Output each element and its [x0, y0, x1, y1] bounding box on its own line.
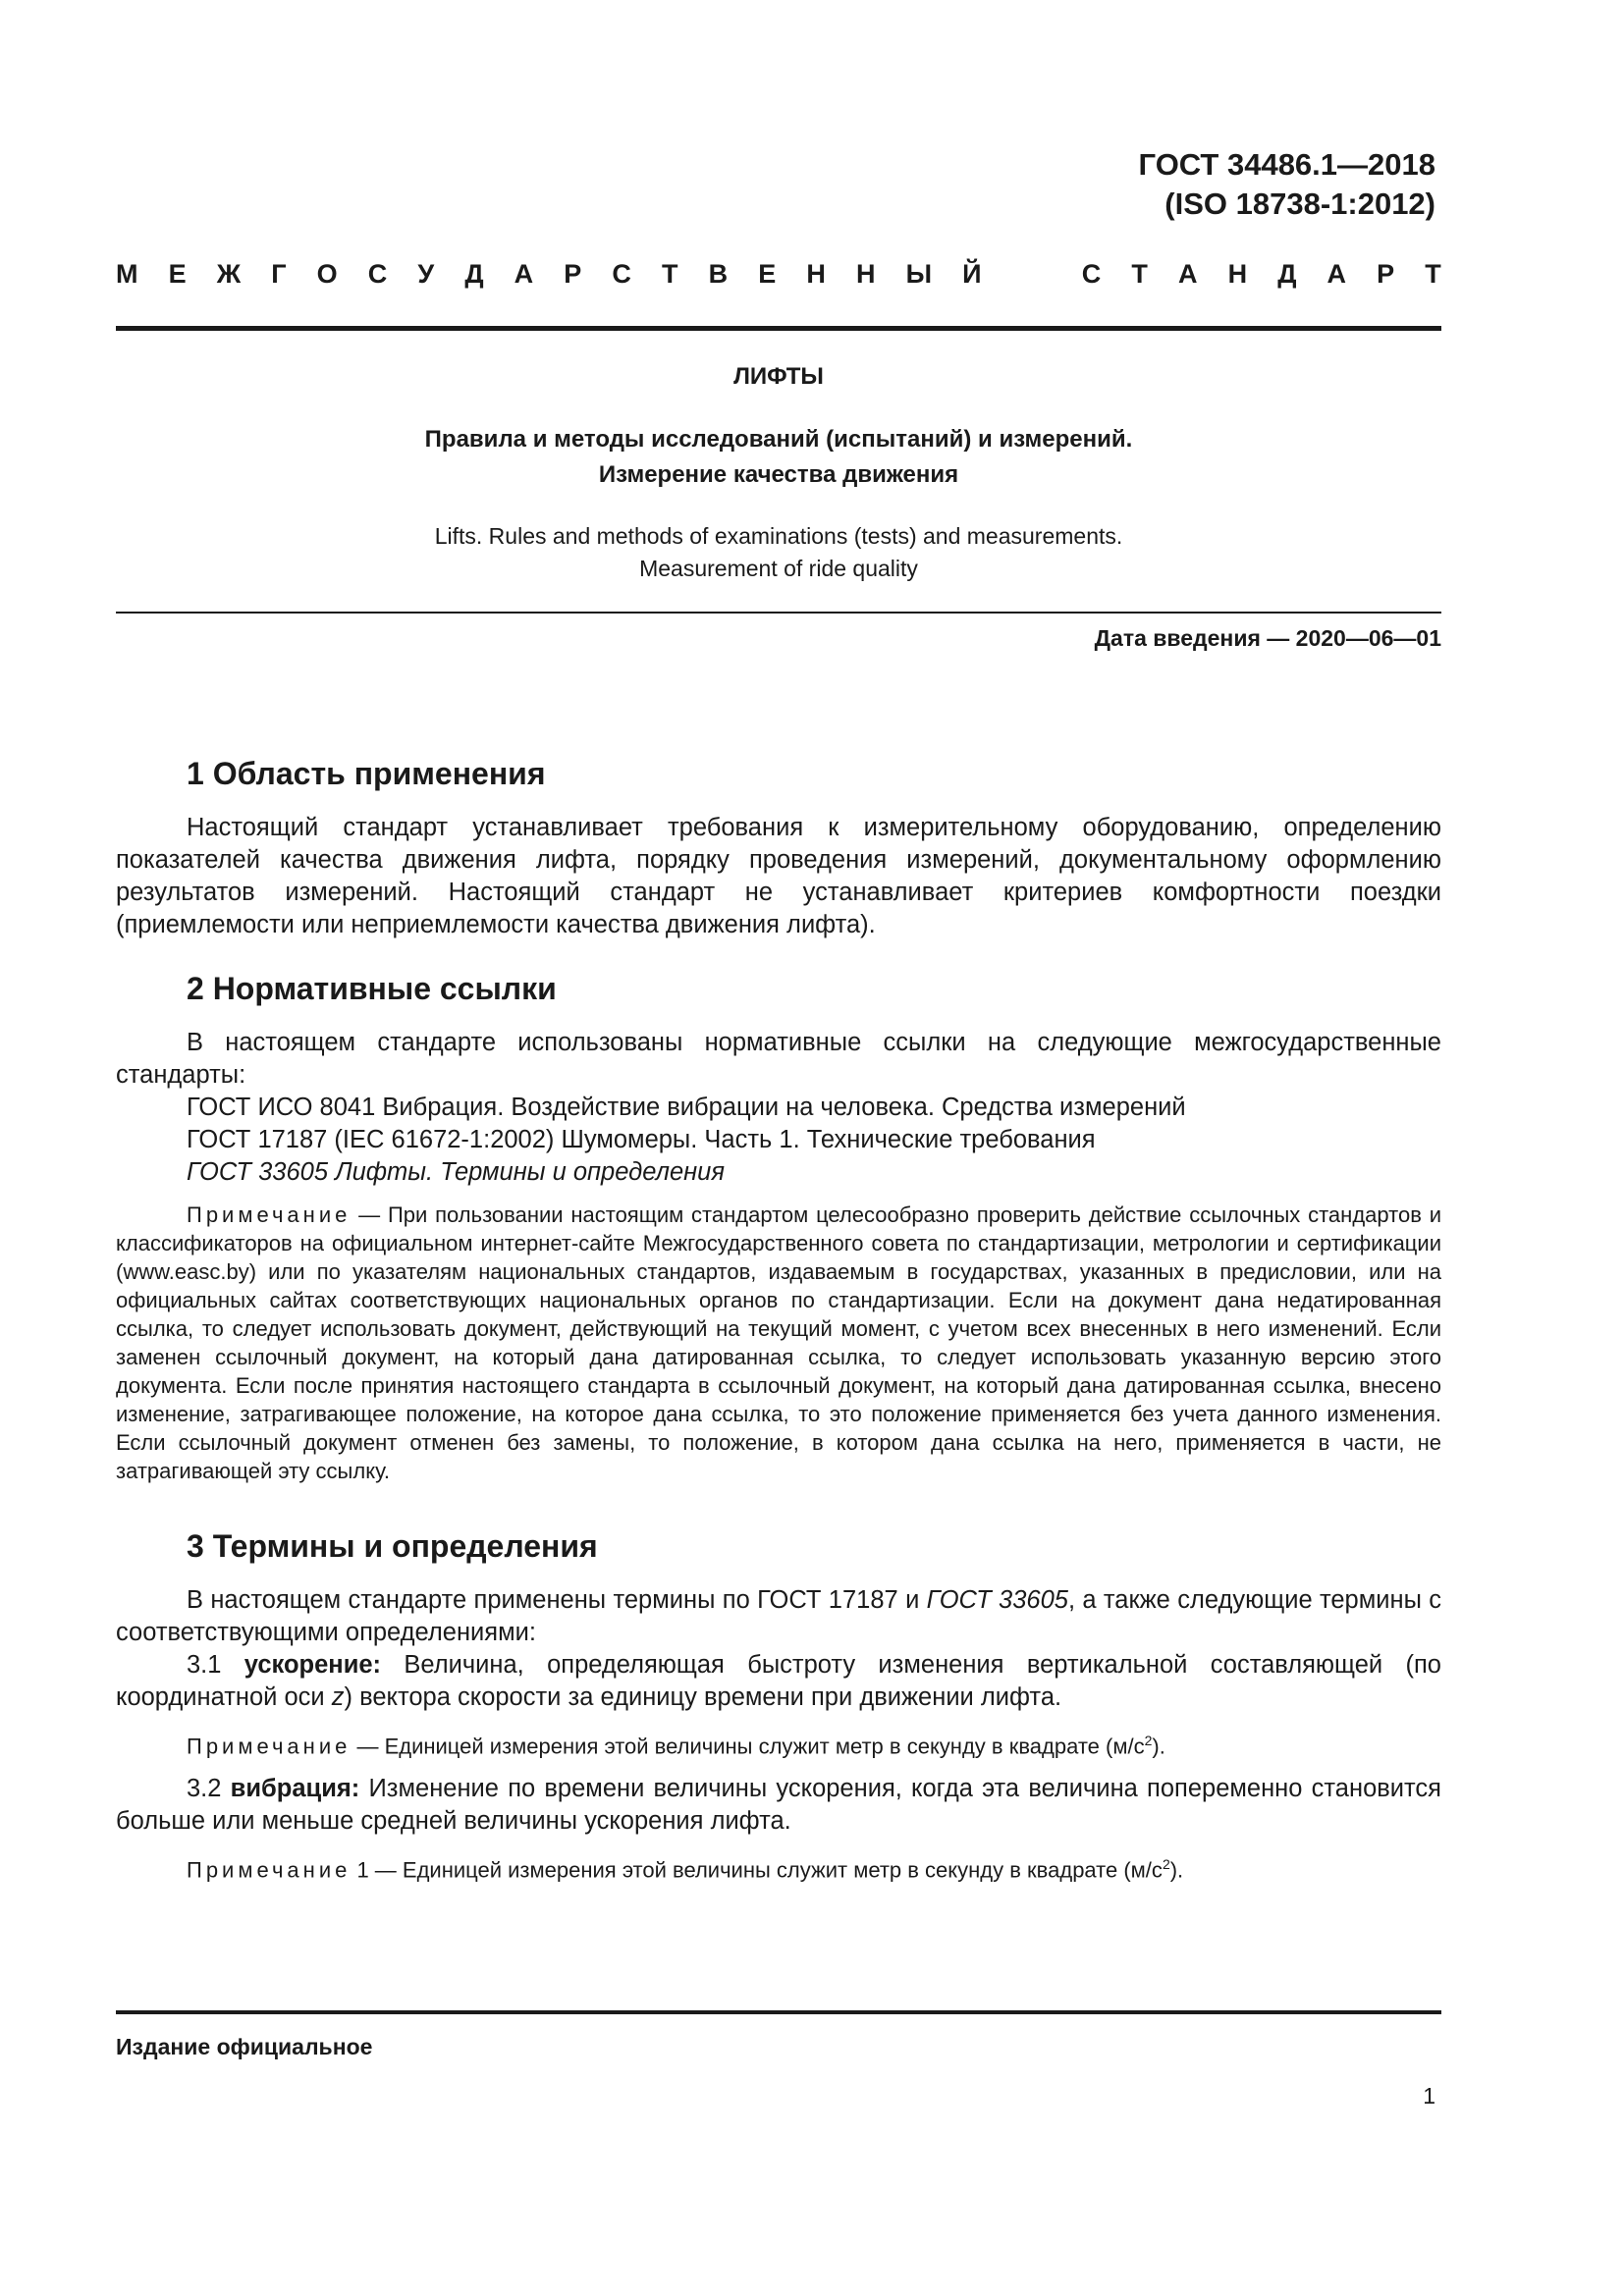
note-superscript: 2	[1144, 1733, 1153, 1748]
note-text: 1 — Единицей измерения этой величины служит метр в секунду в квадрате (м/с	[351, 1857, 1163, 1883]
term-name: вибрация:	[230, 1775, 360, 1803]
section-heading: 3 Термины и определения	[187, 1528, 598, 1564]
banner-letter: Р	[564, 259, 582, 289]
note-text: ).	[1169, 1857, 1184, 1883]
section-scope	[116, 756, 1441, 941]
banner-letter: Н	[806, 259, 826, 289]
term-note	[116, 1726, 1441, 1761]
banner-letter: А	[1177, 259, 1198, 289]
document-title: ЛИФТЫ	[733, 363, 824, 390]
banner-letter: Й	[962, 259, 982, 289]
section-paragraph: В настоящем стандарте использованы нормативные ссылки на следующие межгосударственные стандарты:	[116, 1029, 1441, 1089]
banner-letter: У	[417, 259, 435, 289]
banner-word-gap	[1012, 257, 1052, 291]
term-number: 3.2	[187, 1775, 231, 1803]
banner-letter: Н	[1227, 259, 1248, 289]
note-text: — При пользовании настоящим стандартом целесообразно проверить действие ссылочных стандартов и классификаторов на официальном интернет-сайте Межгосударственного совета по стандартизации, метрологии и сертификации (www.easc.by) или по указателям национальных стандартов, издаваемым в государствах, указанных в предисловии, или на официальных сайтах соответствующих национальных органов по стандартизации. Если на документ дана недатированная ссылка, то следует использовать документ, действующий на текущий момент, с учетом всех внесенных в него изменений. Если заменен ссылочный документ, на который дана датированная ссылка, то следует использовать указанную версию этого документа. Если после принятия настоящего стандарта в ссылочный документ, на который дана датированная ссылка, внесено изменение, затрагивающее положение, на которое дана ссылка, то это положение применяется без учета данного изменения. Если ссылочный документ отменен без замены, то положение, в котором дана ссылка на него, применяется в части, не затрагивающей эту ссылку.	[116, 1202, 1441, 1483]
section-paragraph	[116, 1584, 1441, 1649]
note-superscript: 2	[1162, 1856, 1170, 1873]
term-number: 3.1	[187, 1651, 244, 1679]
document-number	[1139, 145, 1435, 224]
reference-note	[116, 1201, 1441, 1485]
note-text: ).	[1152, 1734, 1165, 1759]
term-variable: z	[331, 1683, 345, 1711]
banner-letter: С	[367, 259, 388, 289]
section-terms-definitions	[116, 1528, 1441, 1886]
english-title-line-2: Measurement of ride quality	[639, 556, 918, 581]
term-vibration	[116, 1773, 1441, 1838]
banner-letter: М	[116, 259, 138, 289]
section-paragraph: Настоящий стандарт устанавливает требования к измерительному оборудованию, определению показателей качества движения лифта, порядку проведения измерений, документальному оформлению результатов измерений. Настоящий стандарт не устанавливает критериев комфортности поездки (приемлемости или неприемлемости качества движения лифта).	[116, 814, 1441, 938]
term-definition: Величина, определяющая быстроту изменения вертикальной составляющей (по координатной оси	[116, 1651, 1441, 1711]
intro-reference: ГОСТ 33605	[926, 1586, 1068, 1614]
note-label: Примечание	[187, 1857, 352, 1883]
banner-letter: Т	[1425, 259, 1441, 289]
intro-text: В настоящем стандарте применены термины по ГОСТ 17187 и	[187, 1586, 927, 1614]
term-name: ускорение:	[244, 1651, 382, 1679]
header-rule	[116, 326, 1441, 331]
section-normative-references	[116, 971, 1441, 1485]
reference-item: ГОСТ ИСО 8041 Вибрация. Воздействие вибрации на человека. Средства измерений	[187, 1094, 1186, 1121]
english-title	[116, 520, 1441, 585]
gost-number: ГОСТ 34486.1—2018	[1138, 147, 1435, 182]
section-heading: 2 Нормативные ссылки	[187, 971, 557, 1006]
term-definition: ) вектора скорости за единицу времени при движении лифта.	[344, 1683, 1062, 1711]
section-heading: 1 Область применения	[187, 756, 546, 791]
banner-letter: Ж	[216, 259, 242, 289]
reference-item: ГОСТ 33605 Лифты. Термины и определения	[187, 1158, 725, 1186]
banner-letter: Г	[271, 259, 287, 289]
banner-letter: Ы	[905, 259, 933, 289]
banner-letter: Е	[168, 259, 187, 289]
term-acceleration	[116, 1649, 1441, 1714]
document-body	[116, 756, 1441, 1886]
interstate-standard-banner	[116, 257, 1441, 291]
note-label: Примечание	[187, 1734, 352, 1759]
banner-letter: Е	[758, 259, 777, 289]
official-edition-label: Издание официальное	[116, 2034, 373, 2059]
note-text: — Единицей измерения этой величины служит метр в секунду в квадрате (м/с	[351, 1734, 1145, 1759]
banner-letter: В	[708, 259, 729, 289]
banner-letter: А	[514, 259, 534, 289]
banner-letter: Т	[662, 259, 678, 289]
english-title-line-1: Lifts. Rules and methods of examinations (tests) and measurements.	[434, 523, 1123, 549]
page-number: 1	[1423, 2083, 1435, 2109]
subtitle-line-1: Правила и методы исследований (испытаний) и измерений.	[424, 426, 1133, 453]
subtitle-line-2: Измерение качества движения	[598, 461, 959, 488]
banner-letter: Р	[1377, 259, 1395, 289]
intro-text: , а также следующие термины с соответствующими определениями:	[116, 1586, 1442, 1646]
term-definition: Изменение по времени величины ускорения, когда эта величина попеременно становится больше или меньше средней величины ускорения лифта.	[116, 1775, 1441, 1836]
banner-letter: Т	[1131, 259, 1148, 289]
footer-rule	[116, 2010, 1441, 2014]
banner-letter: О	[316, 259, 338, 289]
document-subtitle	[116, 422, 1441, 493]
banner-letter: С	[1081, 259, 1102, 289]
introduction-date: Дата введения — 2020—06—01	[1094, 625, 1441, 651]
reference-item: ГОСТ 17187 (IEC 61672-1:2002) Шумомеры. Часть 1. Технические требования	[187, 1126, 1096, 1153]
banner-letter: А	[1326, 259, 1347, 289]
title-rule	[116, 612, 1441, 614]
note-label: Примечание	[187, 1202, 352, 1227]
banner-letter: С	[612, 259, 631, 289]
term-note	[116, 1849, 1441, 1885]
banner-letter: Д	[464, 259, 484, 289]
banner-letter: Д	[1277, 259, 1297, 289]
banner-letter: Н	[855, 259, 876, 289]
iso-number: (ISO 18738-1:2012)	[1164, 187, 1435, 221]
